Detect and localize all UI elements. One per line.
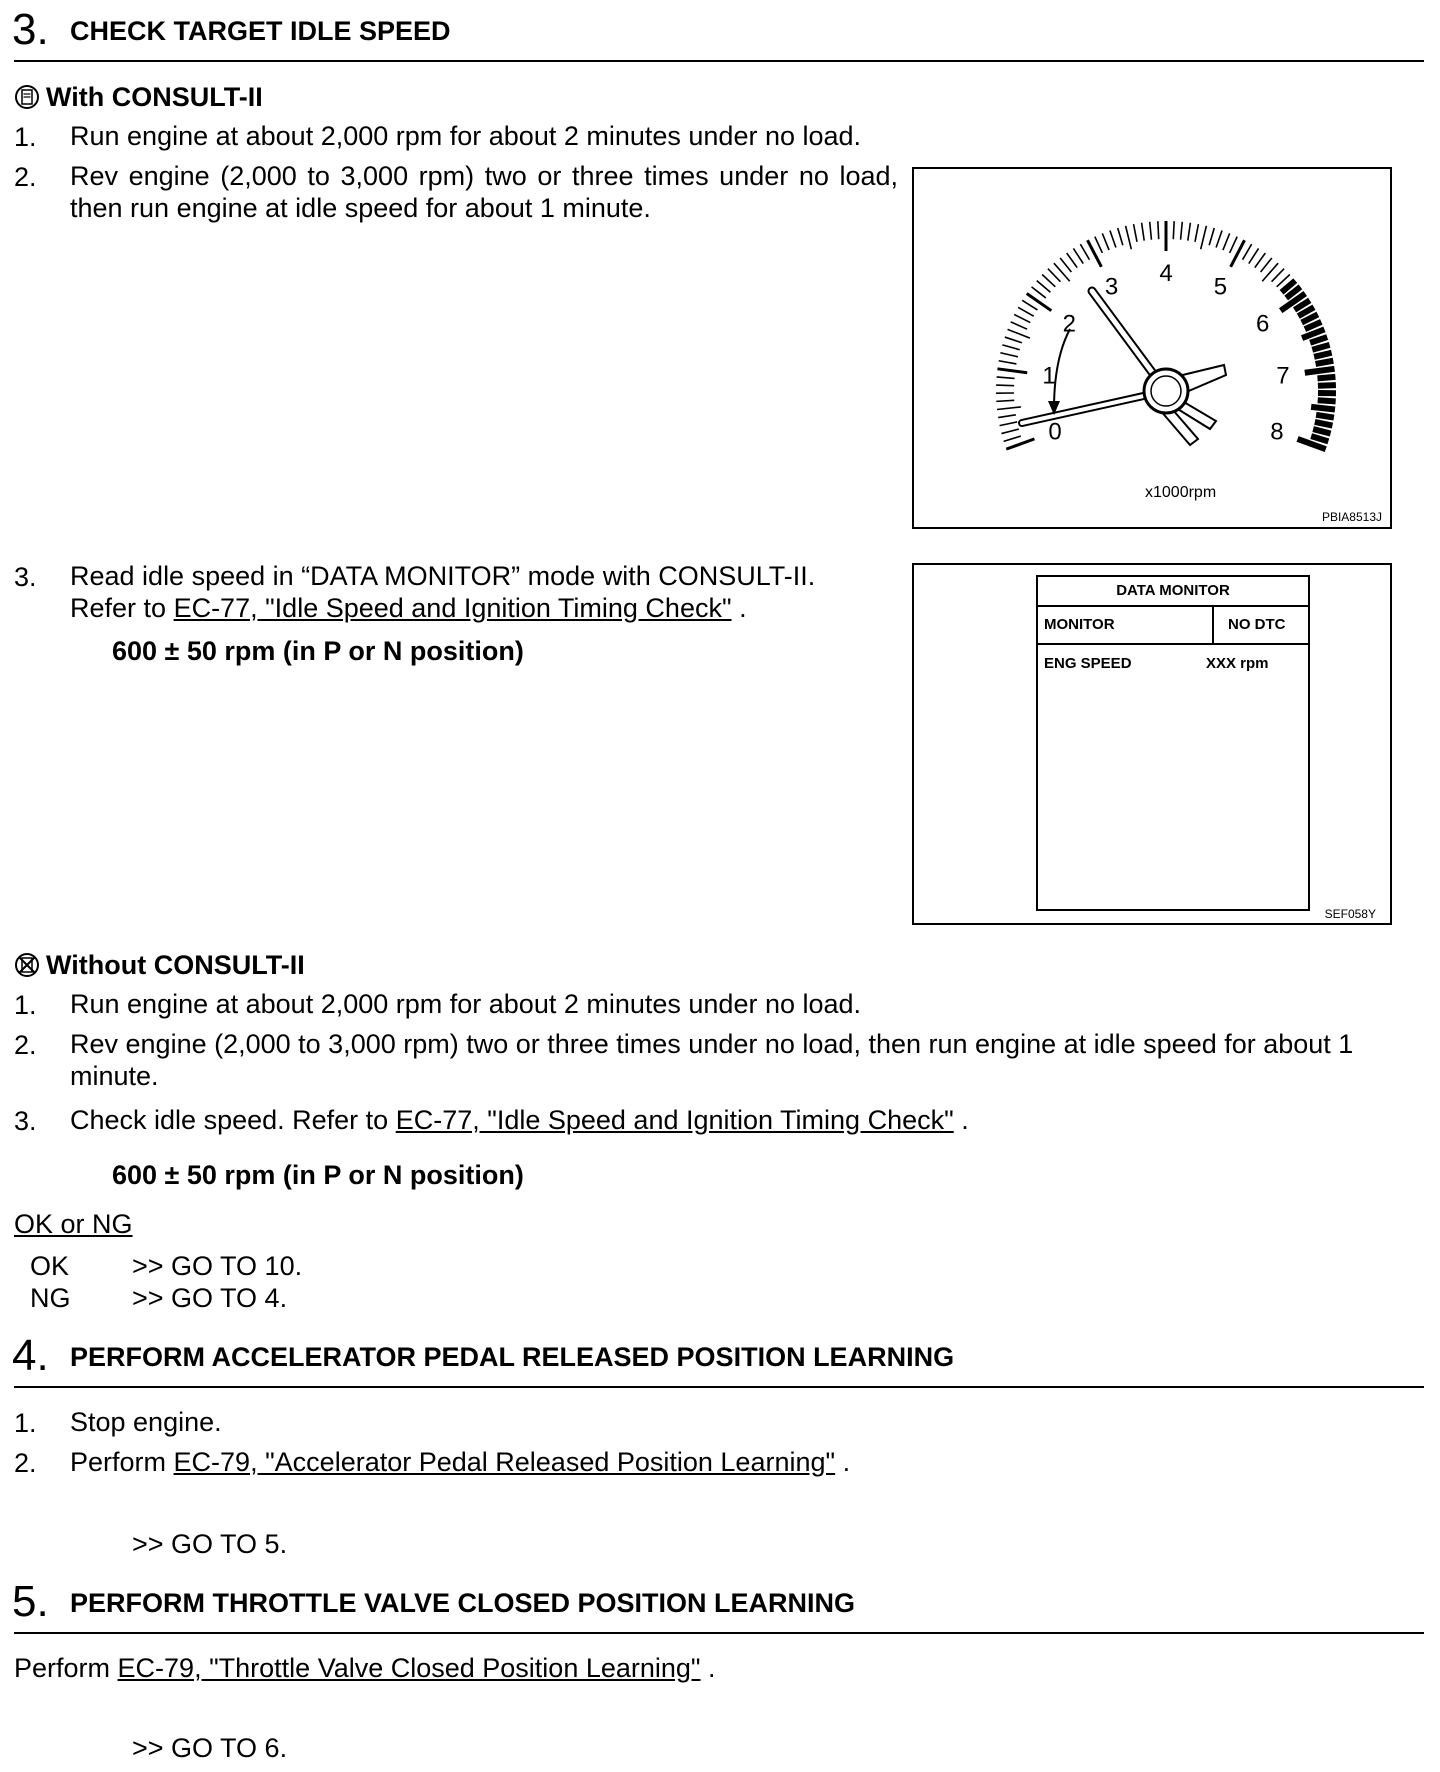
list-number: 2. [14,1030,37,1060]
without-consult-heading [14,950,305,981]
tachometer-tick [1134,224,1137,242]
tachometer-unit: x1000rpm [1145,484,1217,501]
tachometer-tick [1022,300,1037,310]
tachometer-tick [1000,422,1018,426]
list-number: 1. [14,990,37,1020]
with-consult-heading-text: With CONSULT-II [46,82,263,112]
tachometer-tick [1060,258,1071,272]
idle-speed-link[interactable]: EC-77, "Idle Speed and Ignition Timing Check" [395,1105,954,1135]
tachometer-label: 6 [1255,310,1270,338]
monitor-screen [1036,575,1310,911]
consult-icon [14,84,40,110]
idle-speed-link[interactable]: EC-77, "Idle Speed and Ignition Timing Check" [173,593,732,623]
list-item: Run engine at about 2,000 rpm for about 2 minutes under no load. [70,989,862,1019]
step3-number: 3. [12,5,49,54]
figure-code: PBIA8513J [1321,510,1382,524]
tachometer-tick [1317,377,1335,378]
list-item-text: Check idle speed. Refer to [70,1105,389,1135]
tachometer-tick [1088,240,1102,267]
tachometer-tick [1316,361,1334,364]
accelerator-learning-link[interactable]: EC-79, "Accelerator Pedal Released Position Learning" [173,1447,836,1477]
step5-number: 5. [12,1577,49,1626]
tachometer-tick [999,361,1017,364]
with-consult-heading [14,82,263,113]
tachometer-tick [1312,345,1329,350]
list-number: 3. [14,562,37,592]
tachometer-tick [1310,337,1327,343]
tachometer-tick [1305,369,1335,373]
tachometer-tick [1110,231,1116,248]
tachometer-tick [1067,253,1078,268]
data-monitor-figure [912,563,1392,925]
tachometer-tick [1223,233,1230,250]
tachometer-tick [997,369,1027,373]
list-item-text: Read idle speed in “DATA MONITOR” mode with CONSULT-II. [70,561,816,591]
tachometer-tick [997,407,1021,410]
tachometer-tick [1261,258,1272,272]
list-item [70,1446,850,1478]
tachometer-tick [1181,222,1183,240]
list-item: Stop engine. [70,1407,222,1437]
figure-code: SEF058Y [1324,907,1376,921]
tachometer-tick [1080,244,1089,260]
tachometer-label: 5 [1213,273,1228,301]
tachometer-tick [1118,228,1123,245]
monitor-data-row [1038,645,1308,675]
result-ok-status: OK [30,1251,70,1281]
tachometer-gauge [914,169,1390,527]
tachometer-label: 2 [1062,310,1077,338]
tachometer-tick [1008,329,1030,338]
step4-rule [14,1386,1424,1388]
tachometer-tick [1195,224,1198,242]
idle-spec: 600 ± 50 rpm (in P or N position) [112,636,524,666]
idle-spec: 600 ± 50 rpm (in P or N position) [112,1160,524,1190]
step5-instruction [14,1652,716,1684]
step5-title: PERFORM THROTTLE VALVE CLOSED POSITION LEARNING [70,1588,856,1618]
tachometer-tick [1201,226,1207,249]
step5-rule [14,1632,1424,1634]
link-suffix: . [739,593,747,623]
tachometer-tick [1005,337,1022,343]
step3-title: CHECK TARGET IDLE SPEED [70,16,451,46]
list-number: 2. [14,162,37,192]
tachometer-tick [1272,269,1285,282]
tachometer-tick [1231,240,1245,267]
tachometer-tick [1315,422,1333,426]
result-ng-status: NG [30,1283,71,1313]
tachometer-tick [1126,226,1132,249]
throttle-learning-link[interactable]: EC-79, "Throttle Valve Closed Position Learning" [117,1653,701,1683]
decrease-arrow [1054,329,1070,409]
tachometer-tick [1042,275,1055,287]
tachometer-tick [1004,436,1021,441]
tachometer-tick [1173,221,1174,239]
tachometer-tick [1230,237,1238,253]
tachometer-tick [1209,228,1214,245]
list-item: Run engine at about 2,000 rpm for about 2 minutes under no load. [70,121,862,151]
monitor-item-value: XXX rpm [1206,655,1269,672]
tachometer-tick [1014,314,1030,322]
list-number: 1. [14,1408,37,1438]
tachometer-tick [1006,439,1034,449]
tachometer-label: 8 [1270,418,1284,446]
tachometer-tick [1073,248,1083,263]
tachometer-tick [1037,281,1051,293]
monitor-status: NO DTC [1228,616,1286,633]
instruction-text: Perform [14,1653,111,1683]
tachometer-tick [1027,293,1052,310]
tachometer-tick [1255,253,1266,268]
list-item [70,1104,1430,1136]
monitor-col-divider [1212,607,1214,643]
result-ok-action: >> GO TO 10. [132,1251,303,1281]
list-number: 1. [14,122,37,152]
tachometer-tick [1318,385,1336,386]
step5-goto: >> GO TO 6. [132,1733,288,1763]
tachometer-tick [1311,436,1328,441]
tachometer-tick [1158,221,1159,239]
refer-prefix: Refer to [70,593,167,623]
step4-goto: >> GO TO 5. [132,1529,288,1559]
tachometer-tick [1102,233,1109,250]
tachometer-tick [998,415,1016,418]
no-consult-icon [14,952,40,978]
tachometer-label: 3 [1104,273,1119,301]
tachometer-tick [1095,237,1103,253]
tachometer-tick [1313,429,1330,434]
tachometer-tick [1142,223,1145,241]
link-suffix: . [961,1105,969,1135]
tachometer-tick [1249,248,1259,263]
result-ng-action: >> GO TO 4. [132,1283,288,1313]
list-number: 3. [14,1106,37,1136]
tachometer-tick [997,377,1015,378]
tachometer-label: 4 [1159,260,1173,287]
tachometer-tick [1011,322,1027,329]
tachometer-tick [1311,407,1335,410]
monitor-item-label: ENG SPEED [1044,655,1132,672]
list-number: 2. [14,1448,37,1478]
without-consult-heading-text: Without CONSULT-II [46,950,305,980]
step3-rule [14,60,1424,62]
tachometer-tick [1002,345,1019,350]
result-label: OK or NG [14,1209,133,1239]
tachometer-tick [1000,353,1018,357]
tachometer-tick [1188,223,1191,241]
monitor-col-label: MONITOR [1044,616,1115,633]
list-item: Rev engine (2,000 to 3,000 rpm) two or three times under no load, then run engine at idle speed for about 1 minute. [70,1029,1354,1091]
monitor-header-row [1038,607,1308,645]
tachometer-tick [1018,307,1034,316]
list-item: Rev engine (2,000 to 3,000 rpm) two or three times under no load, then run engine at idle speed for about 1 minute. [70,161,898,223]
list-item [70,560,910,624]
step4-number: 4. [12,1331,49,1380]
link-suffix: . [842,1447,851,1477]
tachometer-figure [912,167,1392,529]
tachometer-tick [1216,231,1222,248]
tachometer-tick [1048,269,1061,282]
tachometer-tick [1316,415,1334,418]
tachometer-tick [1032,287,1046,298]
tachometer-tick [996,400,1014,401]
tachometer-label: 7 [1276,362,1290,390]
list-item-text: Perform [70,1447,167,1477]
step4-title: PERFORM ACCELERATOR PEDAL RELEASED POSITION LEARNING [70,1342,955,1372]
tachometer-tick [996,385,1014,386]
tachometer-tick [1150,222,1152,240]
link-suffix: . [708,1653,716,1683]
monitor-title: DATA MONITOR [1038,577,1308,607]
tachometer-tick [1243,244,1252,260]
tachometer-label: 1 [1042,362,1056,390]
tachometer-tick [1314,353,1332,357]
tachometer-tick [1318,400,1336,401]
tachometer-label: 0 [1048,418,1062,446]
tachometer-tick [1001,429,1018,434]
